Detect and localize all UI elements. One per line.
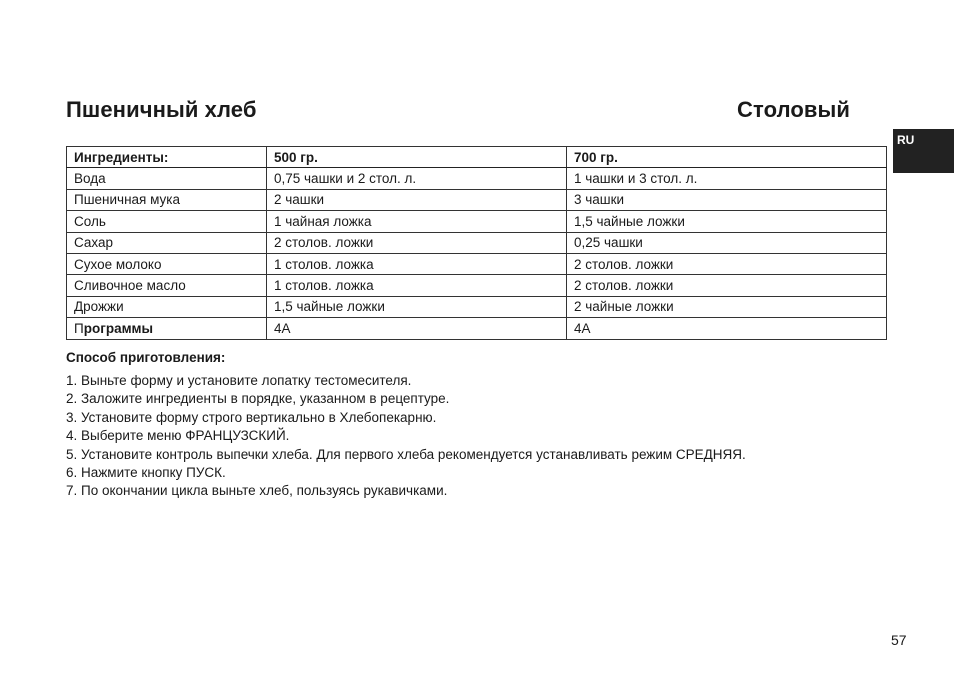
ingredients-table bbox=[66, 146, 887, 340]
amount-700g: 3 чашки bbox=[567, 189, 887, 210]
ingredient-name: Пшеничная мука bbox=[67, 189, 267, 210]
amount-700g: 2 чайные ложки bbox=[567, 296, 887, 317]
amount-500g: 2 чашки bbox=[267, 189, 567, 210]
list-item: 3. Установите форму строго вертикально в Хлебопекарню. bbox=[66, 409, 437, 425]
header-ingredients: Ингредиенты: bbox=[67, 147, 267, 168]
amount-500g: 1 столов. ложка bbox=[267, 253, 567, 274]
amount-700g: 0,25 чашки bbox=[567, 232, 887, 253]
table-row bbox=[67, 275, 887, 296]
amount-700g: 2 столов. ложки bbox=[567, 275, 887, 296]
table-row bbox=[67, 189, 887, 210]
header-500g: 500 гр. bbox=[267, 147, 567, 168]
programs-row bbox=[67, 318, 887, 339]
ingredient-name: Сухое молоко bbox=[67, 253, 267, 274]
list-item: 6. Нажмите кнопку ПУСК. bbox=[66, 465, 226, 481]
programs-label-prefix: П bbox=[74, 320, 84, 336]
amount-500g: 1,5 чайные ложки bbox=[267, 296, 567, 317]
page-number: 57 bbox=[891, 632, 907, 648]
list-item: 2. Заложите ингредиенты в порядке, указанном в рецептуре. bbox=[66, 391, 450, 407]
bread-type-title: Столовый bbox=[737, 97, 851, 122]
table-row bbox=[67, 232, 887, 253]
table-row bbox=[67, 168, 887, 189]
list-item: 7. По окончании цикла выньте хлеб, пользуясь рукавичками. bbox=[66, 483, 448, 499]
table-row bbox=[67, 253, 887, 274]
ingredient-name: Вода bbox=[67, 168, 267, 189]
ingredient-name: Соль bbox=[67, 211, 267, 232]
amount-500g: 1 столов. ложка bbox=[267, 275, 567, 296]
table-header-row bbox=[67, 147, 887, 168]
list-item: 1. Выньте форму и установите лопатку тестомесителя. bbox=[66, 373, 412, 388]
amount-700g: 1,5 чайные ложки bbox=[567, 211, 887, 232]
method-heading: Способ приготовления: bbox=[66, 350, 226, 365]
language-tab: RU bbox=[893, 129, 954, 173]
amount-700g: 2 столов. ложки bbox=[567, 253, 887, 274]
method-steps bbox=[66, 372, 746, 501]
list-item: 5. Установите контроль выпечки хлеба. Для первого хлеба рекомендуется устанавливать режим СРЕДНЯЯ. bbox=[66, 446, 746, 462]
programs-label-rest: рограммы bbox=[83, 320, 154, 336]
amount-500g: 2 столов. ложки bbox=[267, 232, 567, 253]
program-500g: 4A bbox=[267, 318, 567, 339]
amount-500g: 0,75 чашки и 2 стол. л. bbox=[267, 168, 567, 189]
ingredient-name: Дрожжи bbox=[67, 296, 267, 317]
programs-label bbox=[67, 318, 267, 339]
ingredient-name: Сахар bbox=[67, 232, 267, 253]
amount-700g: 1 чашки и 3 стол. л. bbox=[567, 168, 887, 189]
program-700g: 4A bbox=[567, 318, 887, 339]
table-row bbox=[67, 211, 887, 232]
table-row bbox=[67, 296, 887, 317]
list-item: 4. Выберите меню ФРАНЦУЗСКИЙ. bbox=[66, 428, 290, 444]
header-700g: 700 гр. bbox=[567, 147, 887, 168]
amount-500g: 1 чайная ложка bbox=[267, 211, 567, 232]
ingredient-name: Сливочное масло bbox=[67, 275, 267, 296]
page-title: Пшеничный хлеб bbox=[66, 97, 257, 122]
